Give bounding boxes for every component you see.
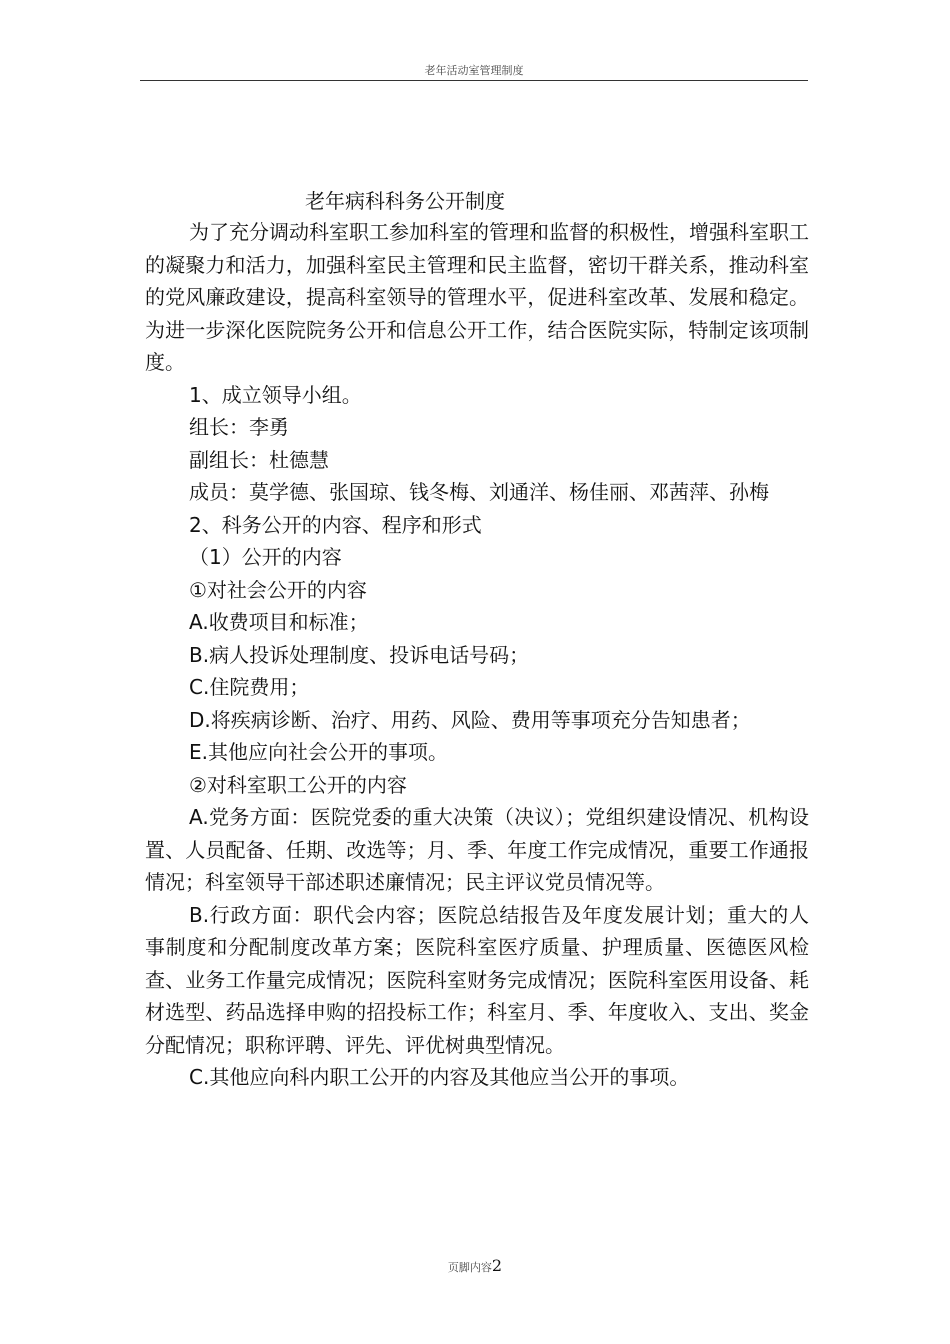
administration-paragraph: B.行政方面：职代会内容；医院总结报告及年度发展计划；重大的人事制度和分配制度改革方案；医院科室医疗质量、护理质量、医德医风检查、业务工作量完成情况；医院科室财务完成情况；医院科室医用设备、耗材选型、药品选择申购的招投标工作；科室月、季、年度收入、支出、奖金分配情况；职称评聘、评先、评优树典型情况。: [145, 902, 809, 1057]
subsection-heading: （1）公开的内容: [189, 545, 342, 569]
members-line: 成员：莫学德、张国琼、钱冬梅、刘通洋、杨佳丽、邓茜萍、孙梅: [189, 480, 769, 504]
other-content-paragraph: C.其他应向科内职工公开的内容及其他应当公开的事项。: [189, 1065, 690, 1089]
staff-content-heading: ②对科室职工公开的内容: [189, 772, 407, 797]
list-item: E.其他应向社会公开的事项。: [189, 740, 448, 764]
page-number: 2: [491, 1256, 503, 1275]
footer-label: 页脚内容: [447, 1261, 492, 1274]
leader-line: 组长：李勇: [189, 415, 289, 439]
section-heading-leadership: 1、成立领导小组。: [189, 382, 362, 407]
document-body: [145, 216, 809, 1094]
page-footer: [0, 1256, 950, 1275]
list-item: C.住院费用；: [189, 675, 310, 699]
page-header: 老年活动室管理制度: [424, 64, 524, 77]
section-heading-content: 2、科务公开的内容、程序和形式: [189, 512, 482, 537]
document-title: 老年病科科务公开制度: [305, 189, 505, 213]
list-item: B.病人投诉处理制度、投诉电话号码；: [189, 642, 530, 667]
list-item: A.收费项目和标准；: [189, 610, 369, 634]
public-content-heading: ①对社会公开的内容: [189, 577, 367, 602]
deputy-leader-line: 副组长：杜德慧: [189, 447, 329, 472]
header-divider: [140, 80, 808, 81]
intro-paragraph: 为了充分调动科室职工参加科室的管理和监督的积极性，增强科室职工的凝聚力和活力，加强科室民主管理和民主监督，密切干群关系，推动科室的党风廉政建设，提高科室领导的管理水平，促进科室改革、发展和稳定。为进一步深化医院院务公开和信息公开工作，结合医院实际，特制定该项制度。: [145, 220, 809, 374]
list-item: D.将疾病诊断、治疗、用药、风险、费用等事项充分告知患者；: [189, 707, 751, 732]
party-affairs-paragraph: A.党务方面：医院党委的重大决策（决议）；党组织建设情况、机构设置、人员配备、任期、改选等；月、季、年度工作完成情况，重要工作通报情况；科室领导干部述职述廉情况；民主评议党员情况等。: [145, 805, 809, 894]
